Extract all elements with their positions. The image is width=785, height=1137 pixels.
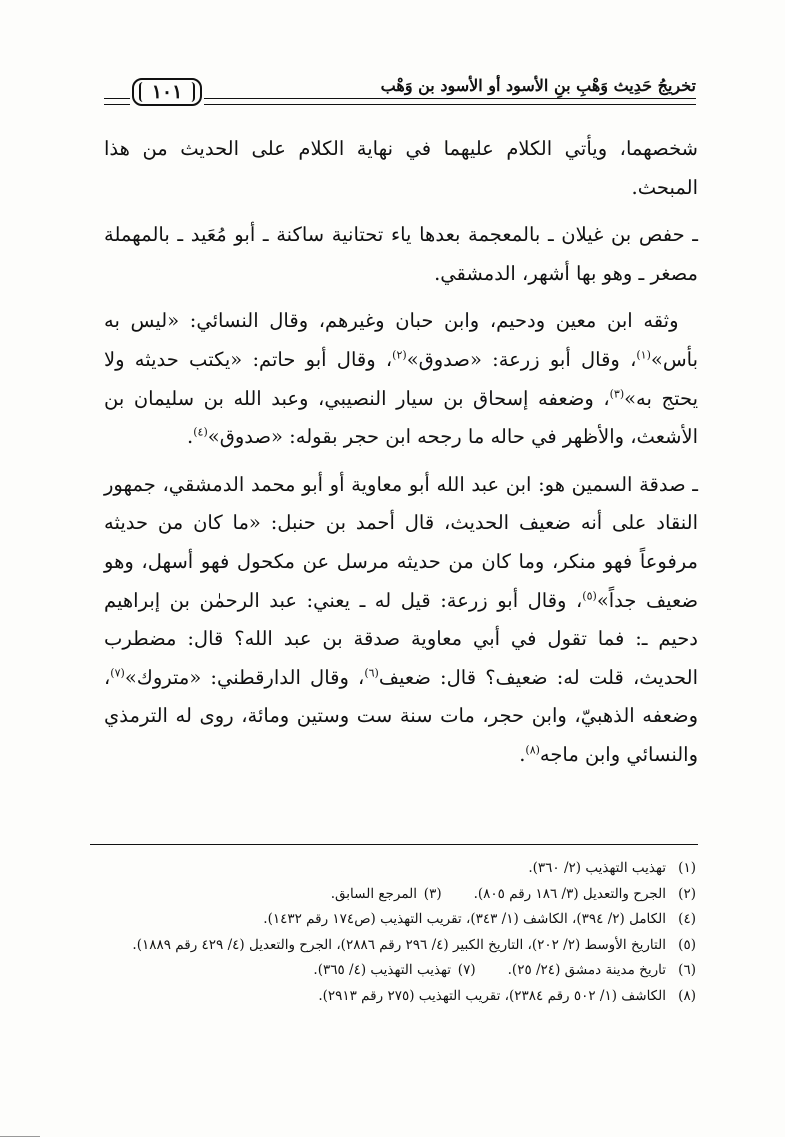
paragraph-text: ، وضعفه الذهبيّ، وابن حجر، مات سنة ست وستين ومائة، روى له الترمذي والنسائي وابن ماجه: [104, 665, 698, 766]
footnote-text: المرجع السابق.: [330, 885, 418, 902]
paragraph-text: شخصهما، ويأتي الكلام عليهما في نهاية الكلام على الحديث من هذا المبحث.: [104, 137, 698, 199]
running-header: [104, 74, 696, 114]
paragraph: [104, 216, 698, 293]
header-rule: [104, 98, 130, 99]
footnotes: [90, 856, 696, 1009]
footnote-number: (٣): [423, 885, 442, 902]
footnote-text-pair: [90, 882, 666, 908]
paragraph-text: ، وضعفه إسحاق بن سيار النصيبي، وعبد الله بن سليمان بن الأشعث، والأظهر في حاله ما رجحه ابن حجر بقوله: «صدوق»: [104, 386, 698, 449]
paragraph-text: ، وقال أبو زرعة: قيل له ـ يعني: عبد الرحمٰن بن إبراهيم دحيم ـ: فما تقول في أبي معاوية صدقة بن عبد الله؟ قال: مضطرب الحديث، قلت له: ضعيف؟ قال: ضعيف: [104, 588, 698, 689]
footnote-text: الكاشف (١/ ٥٠٢ رقم ٢٣٨٤)، تقريب التهذيب (٢٧٥ رقم ٢٩١٣).: [318, 987, 666, 1004]
footnote-ref[interactable]: (٤): [193, 425, 208, 439]
header-rule: [204, 98, 696, 99]
paragraph-text: ـ حفص بن غيلان ـ بالمعجمة بعدها ياء تحتانية ساكنة ـ أبو مُعَيد ـ بالمهملة مصغر ـ وهو بها أشهر، الدمشقي.: [104, 223, 698, 285]
footnote: [90, 856, 696, 882]
footnote-separator: [90, 844, 698, 845]
paragraph: [104, 466, 698, 775]
footnote-text: الجرح والتعديل (٣/ ١٨٦ رقم ٨٠٥).: [473, 885, 666, 902]
header-rule: [204, 104, 696, 105]
footnote-ref[interactable]: (٧): [110, 666, 125, 680]
footnote: [90, 907, 696, 933]
main-text: [104, 130, 698, 784]
footnote-text: الكامل (٢/ ٣٩٤)، الكاشف (١/ ٣٤٣)، تقريب التهذيب (ص١٧٤ رقم ١٤٣٢).: [263, 911, 666, 927]
paragraph-text: ، وقال أبو حاتم: «يكتب حديثه ولا يحتج به»: [104, 347, 698, 410]
paragraph: [104, 302, 698, 456]
page-number: ١٠١: [132, 78, 202, 106]
footnote-ref[interactable]: (٥): [582, 589, 597, 603]
paragraph-text: ، وقال الدارقطني: «متروك»: [124, 665, 365, 689]
footnote: [90, 984, 696, 1010]
footnote-ref[interactable]: (١): [636, 348, 651, 362]
paragraph-text: وثقه ابن معين ودحيم، وابن حبان وغيرهم، وقال النسائي: «ليس به بأس»: [104, 309, 698, 371]
footnote: [90, 882, 696, 908]
paragraph-text: .: [187, 425, 194, 449]
footnote-text: تهذيب التهذيب (٤/ ٣٦٥).: [313, 962, 452, 978]
paragraph-text: .: [519, 742, 526, 766]
footnote-number: (٥): [678, 936, 696, 953]
footnote-text: تاريخ مدينة دمشق (٢٤/ ٢٥).: [507, 962, 666, 978]
footnote-number: (١): [678, 860, 696, 876]
footnote-text: تهذيب التهذيب (٢/ ٣٦٠).: [528, 860, 666, 876]
footnote-number: (٧): [457, 962, 476, 978]
footnote: [90, 933, 696, 959]
header-rule: [104, 104, 130, 105]
footnote-number: (٤): [678, 911, 696, 927]
footnote-text: التاريخ الأوسط (٢/ ٢٠٢)، التاريخ الكبير (٤/ ٢٩٦ رقم ٢٨٨٦)، الجرح والتعديل (٤/ ٤٢٩ رقم ١٨٨٩).: [132, 936, 666, 953]
footnote-number: (٦): [678, 962, 696, 978]
footnote-number: (٢): [678, 885, 696, 902]
paragraph: [104, 130, 698, 207]
header-title: تخريجُ حَدِيث وَهْبِ بنِ الأسود أو الأسود بن وَهْب: [380, 76, 696, 95]
footnote-number: (٨): [678, 987, 696, 1004]
footnote: [90, 958, 696, 984]
footnote-ref[interactable]: (٣): [609, 387, 625, 401]
paragraph-text: ، وقال أبو زرعة: «صدوق»: [406, 347, 637, 371]
footnote-text-pair: [90, 958, 666, 984]
footnote-ref[interactable]: (٨): [525, 743, 540, 757]
footnote-ref[interactable]: (٢): [392, 348, 407, 362]
paragraph-text: ـ صدقة السمين هو: ابن عبد الله أبو معاوية أو أبو محمد الدمشقي، جمهور النقاد على أنه ضعيف الحديث، قال أحمد بن حنبل: «ما كان من حديثه مرفوعاً فهو منكر، وما كان من حديثه مرسل عن مكحول فهو أسهل، وهو ضعيف جداً»: [104, 472, 698, 612]
footnote-ref[interactable]: (٦): [364, 666, 379, 680]
